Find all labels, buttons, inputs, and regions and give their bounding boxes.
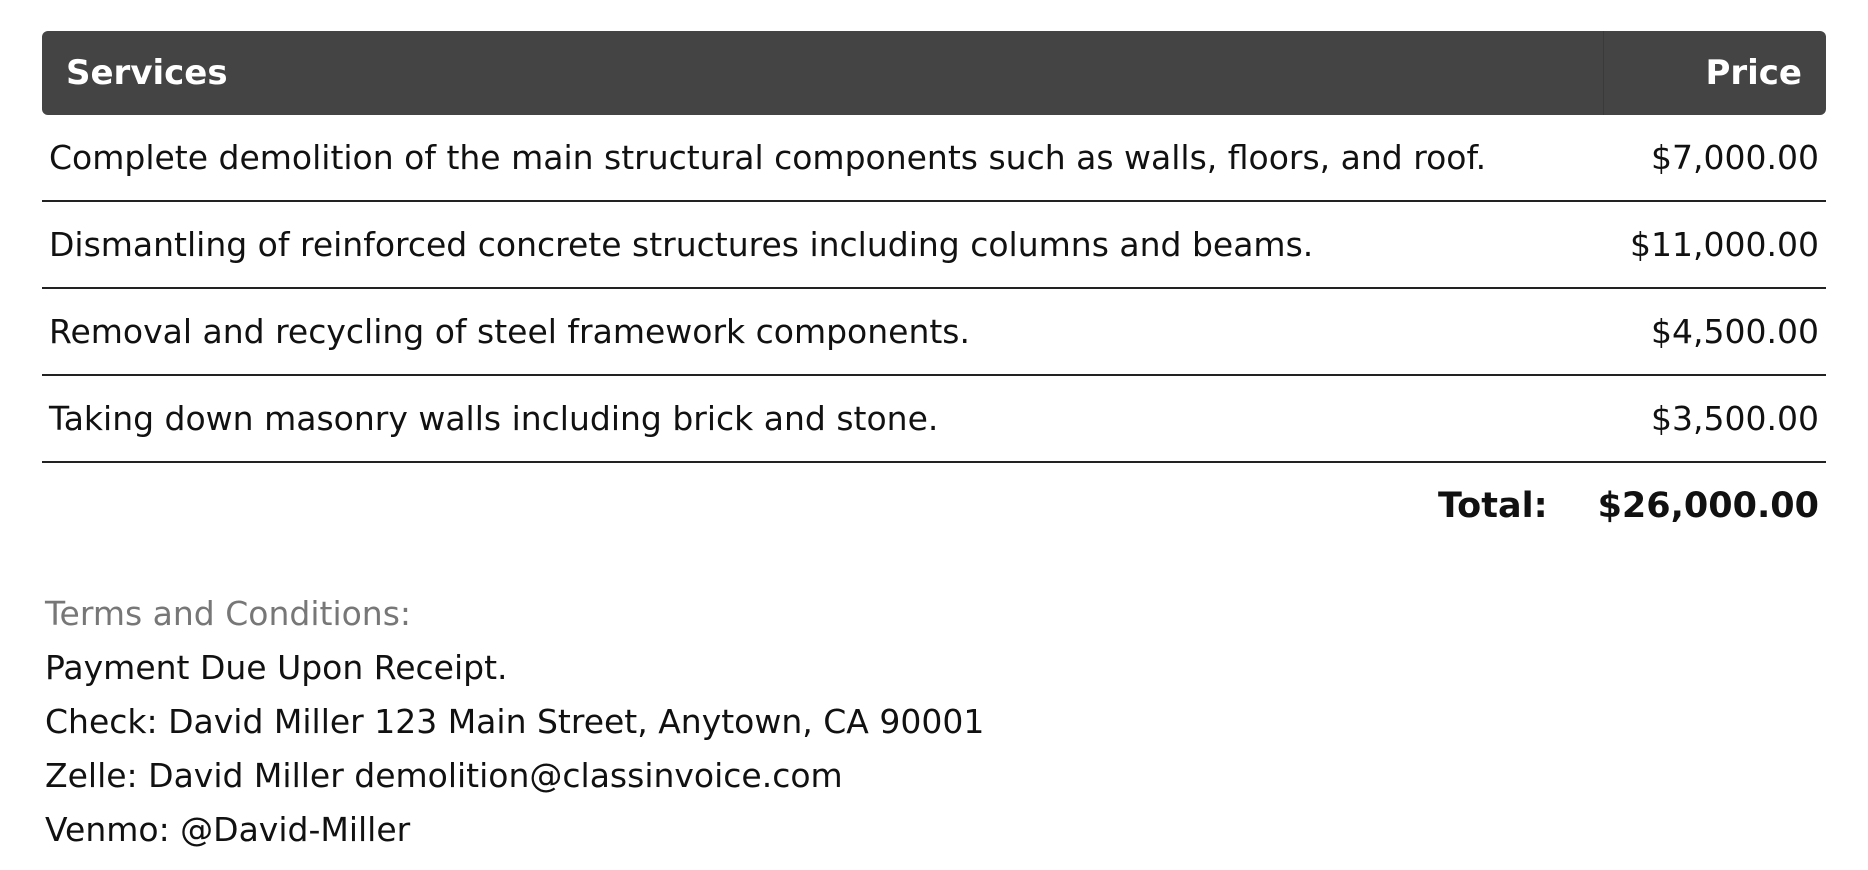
service-description: Complete demolition of the main structural components such as walls, floors, and roof. [42,115,1604,202]
service-description: Dismantling of reinforced concrete structures including columns and beams. [42,202,1604,289]
terms-title: Terms and Conditions: [45,594,412,633]
terms-line-zelle: Zelle: David Miller demolition@classinvoice.com [45,756,843,795]
table-row [42,289,1826,376]
service-price: $4,500.00 [1604,289,1826,376]
table-header-row [42,31,1826,115]
table-row [42,115,1826,202]
table-row [42,202,1826,289]
terms-line-venmo: Venmo: @David-Miller [45,810,411,849]
terms-section [42,587,1826,857]
invoice-section [42,31,1826,857]
service-price: $11,000.00 [1604,202,1826,289]
services-column-header: Services [42,31,1604,115]
price-column-header: Price [1604,31,1826,115]
total-label: Total: [1437,486,1548,526]
service-price: $3,500.00 [1604,376,1826,463]
terms-line-check: Check: David Miller 123 Main Street, Anytown, CA 90001 [45,702,985,741]
service-description: Removal and recycling of steel framework components. [42,289,1604,376]
table-row [42,376,1826,463]
service-price: $7,000.00 [1604,115,1826,202]
services-table [42,31,1826,463]
total-amount: $26,000.00 [1597,486,1819,526]
terms-line-payment: Payment Due Upon Receipt. [45,648,508,687]
total-row [42,463,1826,549]
service-description: Taking down masonry walls including brick and stone. [42,376,1604,463]
